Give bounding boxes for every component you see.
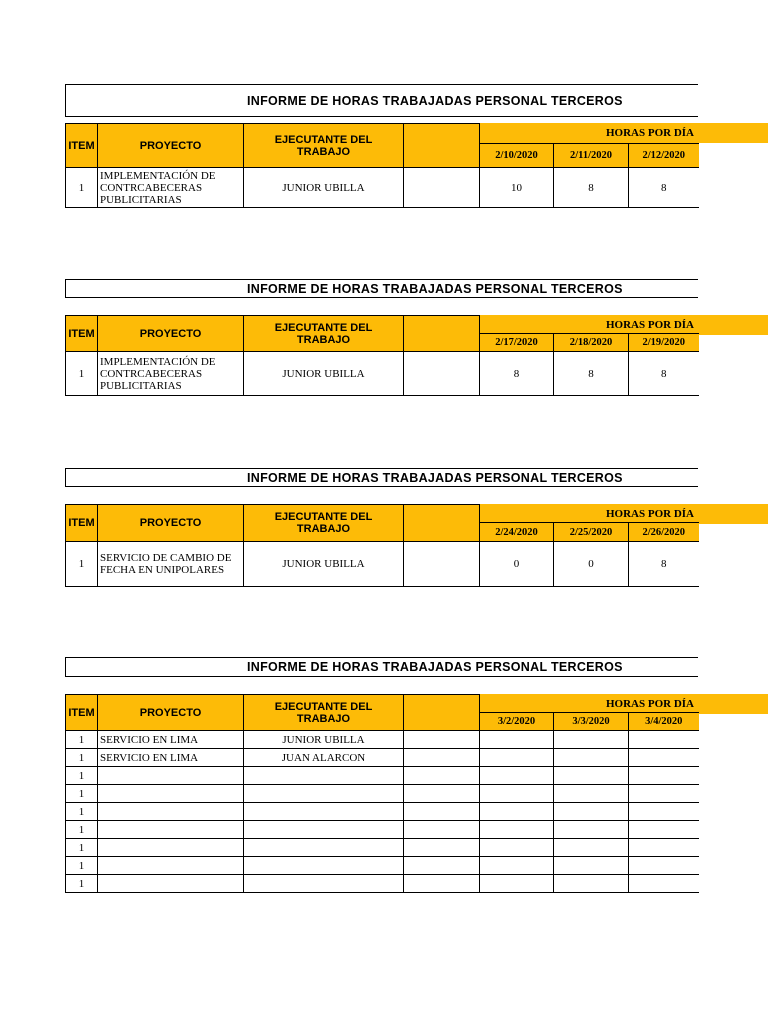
cell-proyecto bbox=[98, 857, 244, 875]
date-header: 3/3/2020 bbox=[554, 713, 629, 731]
table-row bbox=[66, 857, 699, 875]
date-header: 2/10/2020 bbox=[480, 144, 554, 168]
cell-item: 1 bbox=[66, 767, 98, 785]
cell-item: 1 bbox=[66, 839, 98, 857]
cell-proyecto: IMPLEMENTACIÓN DE CONTRCABECERAS PUBLICITARIAS bbox=[98, 168, 244, 208]
horas-header-spacer bbox=[480, 316, 699, 334]
cell-item: 1 bbox=[66, 542, 98, 587]
cell-hours bbox=[629, 875, 699, 893]
header-ejecutante-text: EJECUTANTE DEL TRABAJO bbox=[274, 511, 373, 535]
report-title-text: INFORME DE HORAS TRABAJADAS PERSONAL TERCEROS bbox=[247, 660, 623, 674]
cell-hours bbox=[480, 785, 554, 803]
cell-proyecto: IMPLEMENTACIÓN DE CONTRCABECERAS PUBLICITARIAS bbox=[98, 352, 244, 396]
header-blank bbox=[404, 505, 480, 542]
cell-item: 1 bbox=[66, 731, 98, 749]
cell-blank bbox=[404, 731, 480, 749]
cell-ejecutante bbox=[244, 803, 404, 821]
cell-item: 1 bbox=[66, 821, 98, 839]
header-blank bbox=[404, 316, 480, 352]
report-title bbox=[65, 279, 698, 298]
horas-por-dia-label: HORAS POR DÍA bbox=[606, 127, 695, 139]
cell-hours bbox=[554, 731, 629, 749]
cell-hours: 0 bbox=[554, 542, 629, 587]
header-ejecutante bbox=[244, 695, 404, 731]
horas-por-dia-label: HORAS POR DÍA bbox=[606, 319, 695, 331]
date-header: 2/18/2020 bbox=[554, 334, 629, 352]
header-ejecutante bbox=[244, 505, 404, 542]
cell-hours bbox=[554, 839, 629, 857]
cell-hours bbox=[480, 749, 554, 767]
header-proyecto: PROYECTO bbox=[98, 316, 244, 352]
cell-hours bbox=[554, 785, 629, 803]
date-header: 2/25/2020 bbox=[554, 523, 629, 542]
horas-header-spacer bbox=[480, 124, 699, 144]
table-row bbox=[66, 875, 699, 893]
cell-hours: 0 bbox=[480, 542, 554, 587]
cell-hours bbox=[629, 857, 699, 875]
cell-blank bbox=[404, 839, 480, 857]
cell-hours: 8 bbox=[629, 542, 699, 587]
header-ejecutante-text: EJECUTANTE DEL TRABAJO bbox=[274, 700, 373, 725]
report-title-text: INFORME DE HORAS TRABAJADAS PERSONAL TERCEROS bbox=[247, 93, 623, 108]
table-row bbox=[66, 749, 699, 767]
cell-proyecto bbox=[98, 767, 244, 785]
table-row bbox=[66, 352, 699, 396]
header-proyecto: PROYECTO bbox=[98, 505, 244, 542]
report-title-text: INFORME DE HORAS TRABAJADAS PERSONAL TERCEROS bbox=[247, 281, 623, 296]
cell-item: 1 bbox=[66, 168, 98, 208]
cell-proyecto bbox=[98, 839, 244, 857]
cell-hours bbox=[629, 839, 699, 857]
table-row bbox=[66, 767, 699, 785]
header-ejecutante-text: EJECUTANTE DEL TRABAJO bbox=[274, 321, 373, 346]
cell-ejecutante: JUNIOR UBILLA bbox=[244, 542, 404, 587]
table-row bbox=[66, 821, 699, 839]
header-item: ITEM bbox=[66, 695, 98, 731]
cell-hours bbox=[629, 785, 699, 803]
date-header: 2/26/2020 bbox=[629, 523, 699, 542]
cell-hours bbox=[554, 749, 629, 767]
cell-hours bbox=[629, 821, 699, 839]
date-header: 3/2/2020 bbox=[480, 713, 554, 731]
cell-hours bbox=[480, 875, 554, 893]
date-header: 2/17/2020 bbox=[480, 334, 554, 352]
cell-hours bbox=[554, 821, 629, 839]
cell-ejecutante bbox=[244, 767, 404, 785]
hours-table bbox=[65, 315, 699, 396]
report-title bbox=[65, 657, 698, 677]
header-ejecutante bbox=[244, 316, 404, 352]
cell-ejecutante: JUNIOR UBILLA bbox=[244, 168, 404, 208]
header-item: ITEM bbox=[66, 316, 98, 352]
cell-hours bbox=[629, 767, 699, 785]
cell-blank bbox=[404, 857, 480, 875]
cell-hours bbox=[480, 857, 554, 875]
cell-ejecutante bbox=[244, 839, 404, 857]
cell-item: 1 bbox=[66, 785, 98, 803]
header-blank bbox=[404, 695, 480, 731]
cell-hours bbox=[480, 731, 554, 749]
table-row bbox=[66, 731, 699, 749]
cell-blank bbox=[404, 785, 480, 803]
header-item: ITEM bbox=[66, 124, 98, 168]
cell-hours bbox=[480, 821, 554, 839]
header-ejecutante bbox=[244, 124, 404, 168]
cell-proyecto: SERVICIO EN LIMA bbox=[98, 749, 244, 767]
header-proyecto: PROYECTO bbox=[98, 124, 244, 168]
cell-hours bbox=[554, 857, 629, 875]
table-row bbox=[66, 839, 699, 857]
cell-ejecutante: JUNIOR UBILLA bbox=[244, 731, 404, 749]
report-title bbox=[65, 84, 698, 117]
hours-table bbox=[65, 123, 699, 208]
date-header: 2/19/2020 bbox=[629, 334, 699, 352]
cell-blank bbox=[404, 803, 480, 821]
cell-proyecto: SERVICIO EN LIMA bbox=[98, 731, 244, 749]
horas-header-spacer bbox=[480, 505, 699, 523]
cell-hours bbox=[554, 875, 629, 893]
header-item: ITEM bbox=[66, 505, 98, 542]
report-title bbox=[65, 468, 698, 487]
header-proyecto: PROYECTO bbox=[98, 695, 244, 731]
cell-hours: 8 bbox=[629, 168, 699, 208]
cell-hours: 8 bbox=[480, 352, 554, 396]
cell-hours: 10 bbox=[480, 168, 554, 208]
cell-hours: 8 bbox=[554, 168, 629, 208]
date-header: 2/11/2020 bbox=[554, 144, 629, 168]
hours-table bbox=[65, 504, 699, 587]
cell-hours: 8 bbox=[554, 352, 629, 396]
cell-blank bbox=[404, 767, 480, 785]
cell-blank bbox=[404, 821, 480, 839]
cell-proyecto bbox=[98, 875, 244, 893]
cell-blank bbox=[404, 168, 480, 208]
cell-hours bbox=[554, 767, 629, 785]
cell-proyecto bbox=[98, 821, 244, 839]
cell-hours bbox=[629, 749, 699, 767]
cell-proyecto: SERVICIO DE CAMBIO DE FECHA EN UNIPOLARES bbox=[98, 542, 244, 587]
cell-ejecutante bbox=[244, 875, 404, 893]
date-header: 2/12/2020 bbox=[629, 144, 699, 168]
cell-item: 1 bbox=[66, 352, 98, 396]
cell-ejecutante: JUNIOR UBILLA bbox=[244, 352, 404, 396]
cell-hours bbox=[480, 767, 554, 785]
cell-ejecutante bbox=[244, 821, 404, 839]
table-row bbox=[66, 785, 699, 803]
header-blank bbox=[404, 124, 480, 168]
cell-blank bbox=[404, 875, 480, 893]
cell-item: 1 bbox=[66, 857, 98, 875]
date-header: 3/4/2020 bbox=[629, 713, 699, 731]
cell-proyecto bbox=[98, 785, 244, 803]
cell-blank bbox=[404, 352, 480, 396]
table-row bbox=[66, 168, 699, 208]
horas-por-dia-label: HORAS POR DÍA bbox=[606, 508, 695, 520]
cell-blank bbox=[404, 542, 480, 587]
cell-hours bbox=[629, 731, 699, 749]
header-ejecutante-text: EJECUTANTE DEL TRABAJO bbox=[274, 133, 373, 158]
table-row bbox=[66, 542, 699, 587]
cell-item: 1 bbox=[66, 875, 98, 893]
cell-ejecutante bbox=[244, 857, 404, 875]
cell-hours: 8 bbox=[629, 352, 699, 396]
hours-table bbox=[65, 694, 699, 893]
cell-hours bbox=[554, 803, 629, 821]
cell-hours bbox=[480, 803, 554, 821]
cell-blank bbox=[404, 749, 480, 767]
report-title-text: INFORME DE HORAS TRABAJADAS PERSONAL TERCEROS bbox=[247, 470, 623, 485]
cell-item: 1 bbox=[66, 803, 98, 821]
date-header: 2/24/2020 bbox=[480, 523, 554, 542]
cell-item: 1 bbox=[66, 749, 98, 767]
cell-proyecto bbox=[98, 803, 244, 821]
cell-ejecutante bbox=[244, 785, 404, 803]
horas-header-spacer bbox=[480, 695, 699, 713]
horas-por-dia-label: HORAS POR DÍA bbox=[606, 698, 695, 710]
cell-hours bbox=[629, 803, 699, 821]
cell-hours bbox=[480, 839, 554, 857]
table-row bbox=[66, 803, 699, 821]
cell-ejecutante: JUAN ALARCON bbox=[244, 749, 404, 767]
